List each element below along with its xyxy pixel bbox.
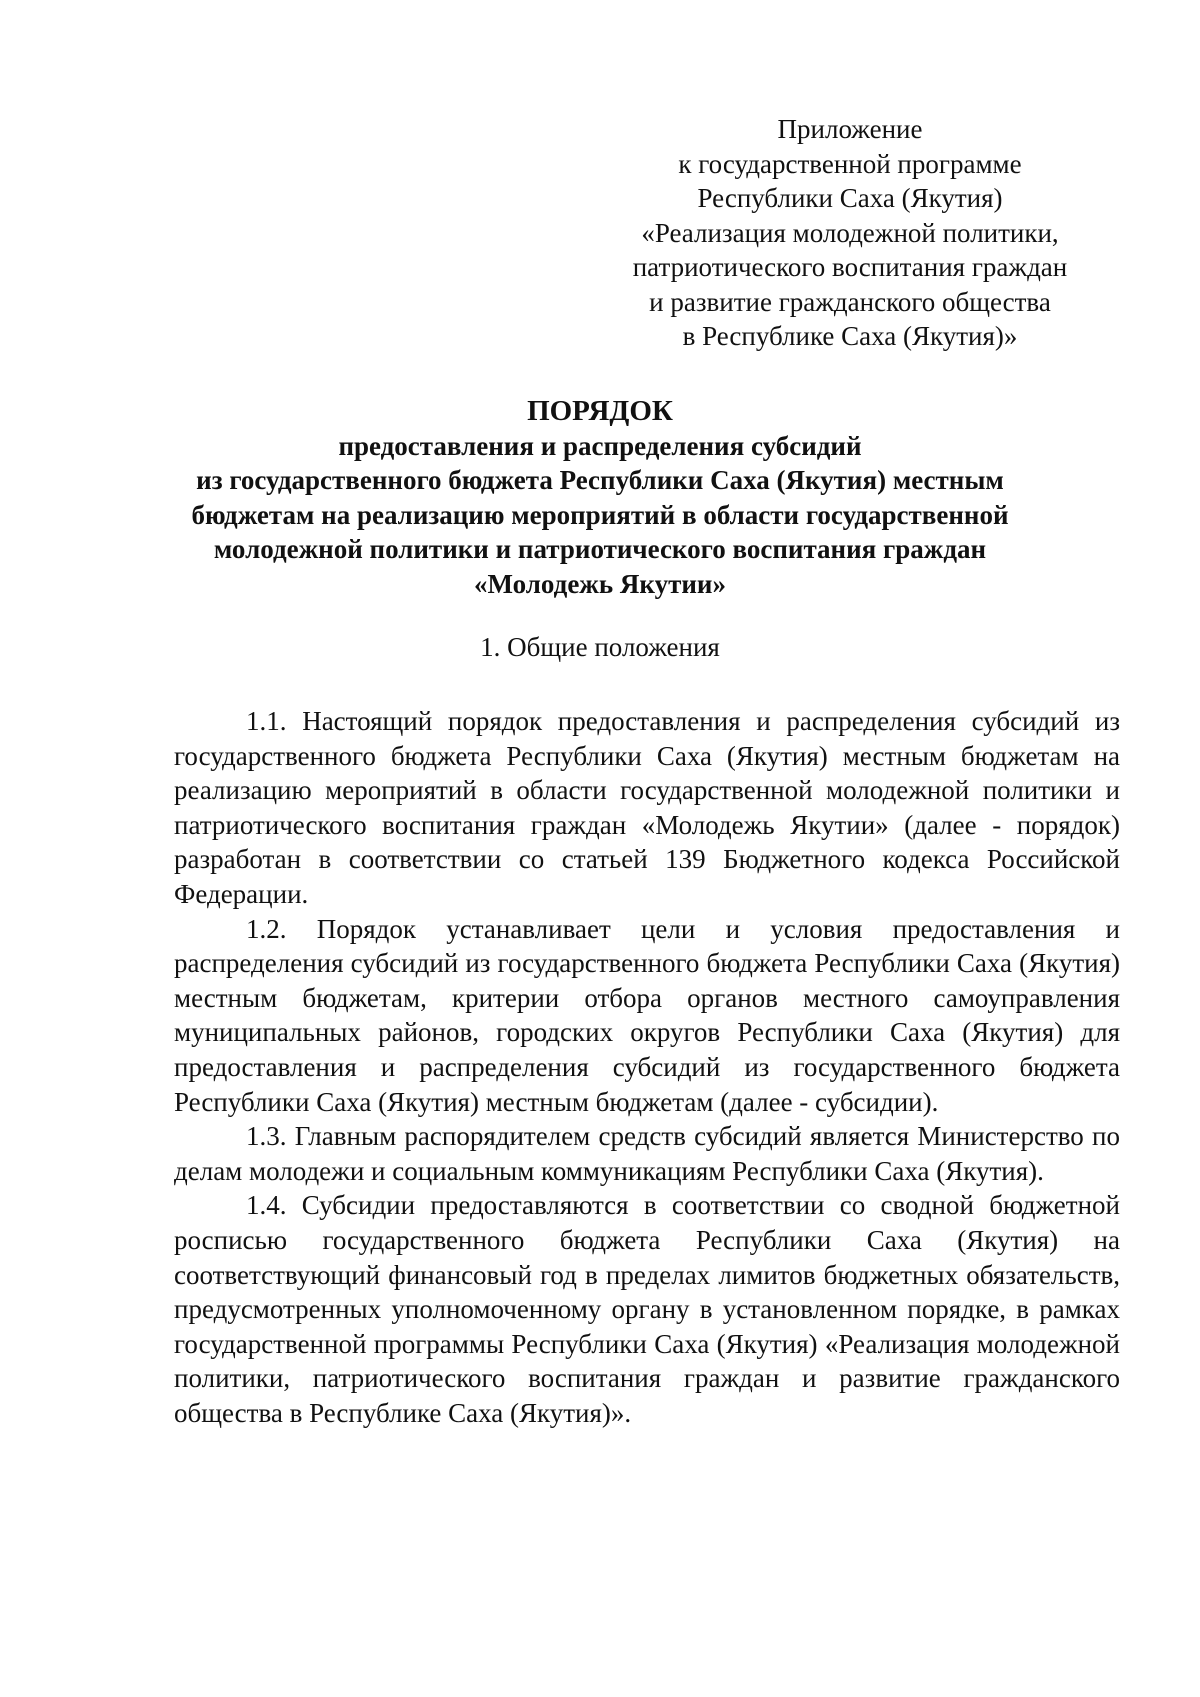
- title-line: «Молодежь Якутии»: [474, 568, 726, 599]
- title-line: предоставления и распределения субсидий: [338, 430, 862, 461]
- document-title: [150, 394, 1050, 601]
- title-line: из государственного бюджета Республики Саха (Якутия) местным: [196, 465, 1004, 495]
- title-line: молодежной политики и патриотического воспитания граждан: [213, 534, 987, 564]
- title-line: бюджетам на реализацию мероприятий в области государственной: [191, 499, 1009, 530]
- appendix-header: [600, 112, 1100, 354]
- main-title: ПОРЯДОК: [527, 395, 673, 427]
- appendix-line: Приложение: [777, 114, 923, 144]
- appendix-line: патриотического воспитания граждан: [632, 252, 1068, 282]
- paragraph-1-3: 1.3. Главным распорядителем средств субсидий является Министерство по делам молодежи и социальным коммуникациям Республики Саха (Якутия).: [174, 1121, 1120, 1186]
- paragraph-1-4: 1.4. Субсидии предоставляются в соответствии со сводной бюджетной росписью государственного бюджета Республики Саха (Якутия) на соответствующий финансовый год в пределах лимитов бюджетных обязательств, предусмотренных уполномоченному органу в установленном порядке, в рамках государственной программы Республики Саха (Якутия) «Реализация молодежной политики, патриотического воспитания граждан и развитие гражданского общества в Республике Саха (Якутия)».: [174, 1190, 1120, 1428]
- body-text: [174, 704, 1120, 1430]
- paragraph-1-1: 1.1. Настоящий порядок предоставления и распределения субсидий из государственного бюджета Республики Саха (Якутия) местным бюджетам на реализацию мероприятий в области государственной молодежной политики и патриотического воспитания граждан «Молодежь Якутии» (далее - порядок) разработан в соответствии со статьей 139 Бюджетного кодекса Российской Федерации.: [174, 706, 1120, 909]
- section-heading: 1. Общие положения: [480, 632, 720, 662]
- appendix-line: Республики Саха (Якутия): [697, 183, 1003, 213]
- paragraph-1-2: 1.2. Порядок устанавливает цели и условия предоставления и распределения субсидий из государственного бюджета Республики Саха (Якутия) местным бюджетам, критерии отбора органов местного самоуправления муниципальных районов, городских округов Республики Саха (Якутия) для предоставления и распределения субсидий из государственного бюджета Республики Саха (Якутия) местным бюджетам (далее - субсидии).: [174, 913, 1120, 1117]
- appendix-line: к государственной программе: [678, 148, 1022, 179]
- appendix-line: «Реализация молодежной политики,: [641, 217, 1059, 248]
- appendix-line: в Республике Саха (Якутия)»: [682, 321, 1018, 351]
- appendix-line: и развитие гражданского общества: [649, 286, 1051, 317]
